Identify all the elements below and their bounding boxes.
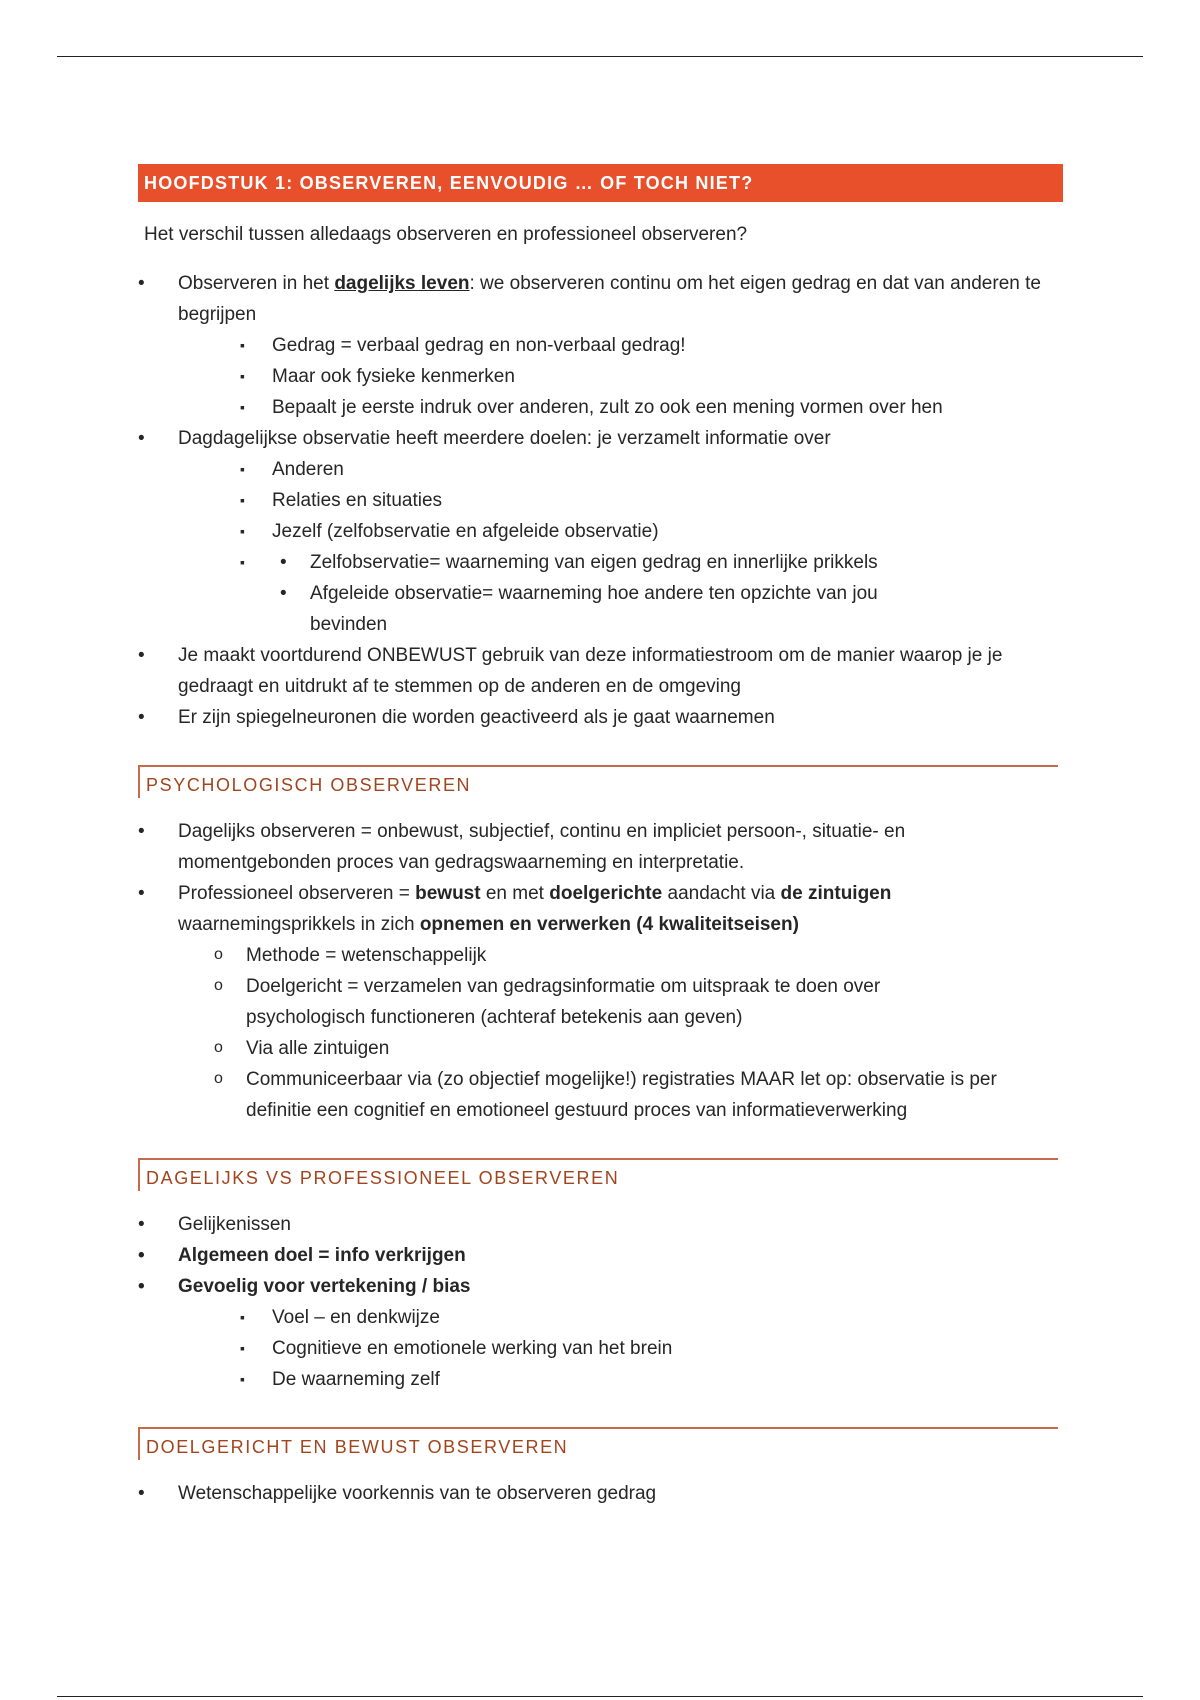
section4-list [138,1478,1063,1509]
sub-sub-list-wrap [240,547,1063,640]
section-heading-dagelijks-vs-professioneel: DAGELIJKS VS PROFESSIONEEL OBSERVEREN [138,1158,1058,1191]
sub-sub-list-item: • ▪ Zelfobservatie= waarneming van eigen gedrag en innerlijke prikkels [278,547,1063,578]
list-item: • Dagelijks observeren = onbewust, subjectief, continu en impliciet persoon-, situatie- en momentgebonden proces van gedragswaarneming en interpretatie. [136,816,978,878]
bullet-emphasis: opnemen en verwerken (4 kwaliteitseisen) [419,914,799,935]
sub-list-item: ▪ Maar ook fysieke kenmerken [240,361,1063,392]
section2-list [138,816,1063,940]
section2-sub-list [214,940,1063,1126]
list-item: • Dagdagelijkse observatie heeft meerdere doelen: je verzamelt informatie over [136,423,1063,454]
section-heading-psychologisch: PSYCHOLOGISCH OBSERVEREN [138,765,1058,798]
sub-list-item: ▪ Cognitieve en emotionele werking van het brein [240,1333,1063,1364]
sub-sub-list-item: • Afgeleide observatie= waarneming hoe andere ten opzichte van jou bevinden [278,578,930,640]
bullet-emphasis: doelgerichte [549,883,663,904]
list-item [136,268,1063,330]
bullet-text: aandacht via [662,883,781,904]
sub-list-item: ▪ Voel – en denkwijze [240,1302,1063,1333]
sub-list-item: o Communiceerbaar via (zo objectief mogelijke!) registraties MAAR let op: observatie is per definitie een cognitief en emotioneel gestuurd proces van informatieverwerking [214,1064,1063,1126]
list-item: • Wetenschappelijke voorkennis van te observeren gedrag [136,1478,1063,1509]
sub-list [240,454,1063,547]
sub-sub-list [278,547,1063,640]
sub-list-item: ▪ Jezelf (zelfobservatie en afgeleide observatie) [240,516,1063,547]
page-bottom-rule [57,1696,1143,1697]
page-top-rule [57,56,1143,57]
bullet-emphasis: dagelijks leven [334,273,470,294]
document-body [138,164,1063,1509]
bullet-text: : we observeren continu om het eigen gedrag en dat van anderen te begrijpen [178,273,1041,325]
bullet-text: Professioneel observeren = [178,883,416,904]
section3-list [138,1209,1063,1302]
bullet-text: Observeren in het [178,273,335,294]
list-item: • Er zijn spiegelneuronen die worden geactiveerd als je gaat waarnemen [136,702,1063,733]
list-item: • Gevoelig voor vertekening / bias [136,1271,1063,1302]
list-item: • Gelijkenissen [136,1209,1063,1240]
sub-list-item: o Methode = wetenschappelijk [214,940,1063,971]
intro-question: Het verschil tussen alledaags observeren en professioneel observeren? [144,224,748,245]
sub-list-item: ▪ Relaties en situaties [240,485,1063,516]
sub-list-item: ▪ Bepaalt je eerste indruk over anderen, zult zo ook een mening vormen over hen [240,392,1063,423]
sub-list-item: o Doelgericht = verzamelen van gedragsinformatie om uitspraak te doen over psychologisch functioneren (achteraf betekenis aan geven) [214,971,946,1033]
list-item [136,878,978,940]
sub-list-item: ▪ Anderen [240,454,1063,485]
bullet-emphasis: bewust [415,883,481,904]
bullet-text: waarnemingsprikkels in zich [178,914,420,935]
section1-list [138,268,1063,330]
sub-sub-container [240,547,1063,640]
sub-list [240,1302,1063,1395]
list-item: • Je maakt voortdurend ONBEWUST gebruik van deze informatiestroom om de manier waarop je je gedraagt en uitdrukt af te stemmen op de anderen en de omgeving [136,640,1063,702]
sub-list-item: ▪ Gedrag = verbaal gedrag en non-verbaal gedrag! [240,330,1063,361]
sub-list-item: ▪ De waarneming zelf [240,1364,1063,1395]
bullet-text: en met [480,883,550,904]
section-heading-doelgericht: DOELGERICHT EN BEWUST OBSERVEREN [138,1427,1058,1460]
section1-list [138,640,1063,733]
sub-list-item: o Via alle zintuigen [214,1033,1063,1064]
bullet-emphasis: de zintuigen [780,883,892,904]
section1-list [138,423,1063,454]
sub-list [240,330,1063,423]
chapter-title: HOOFDSTUK 1: OBSERVEREN, EENVOUDIG … OF TOCH NIET? [138,164,1063,202]
list-item: • Algemeen doel = info verkrijgen [136,1240,1063,1271]
